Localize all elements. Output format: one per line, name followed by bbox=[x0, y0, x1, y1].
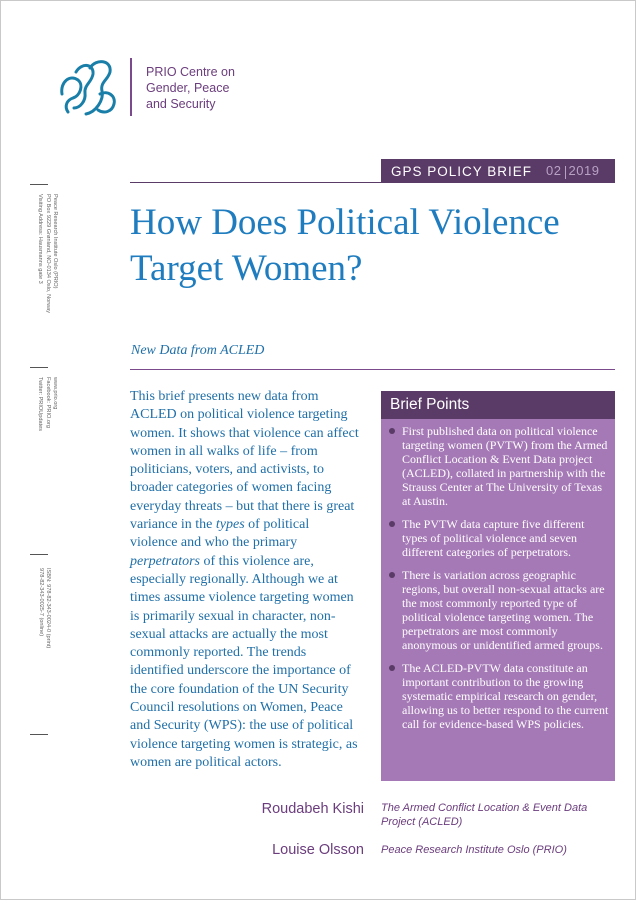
org-name bbox=[146, 64, 266, 112]
summary-part: This brief presents new data from ACLED on political violence targeting women. It shows that violence can affect women in all walks of life – from politicians, voters, and activists, to broader categories of women facing everyday threats – but that there is great variance in the bbox=[130, 389, 359, 533]
sidebar-line: www.prio.org bbox=[52, 377, 58, 410]
summary-emphasis: perpetrators bbox=[130, 553, 200, 569]
sidebar-line: Peace Research Institute Oslo (PRIO) bbox=[52, 194, 58, 289]
sidebar-line: Visiting Address: Hausmanns gate 3 bbox=[37, 194, 44, 284]
sidebar-address bbox=[36, 194, 58, 313]
sidebar-line: PO Box 9229 Grønland, NO-0134 Oslo, Norway bbox=[44, 194, 51, 314]
brief-point-item bbox=[402, 424, 609, 508]
sidebar-divider bbox=[30, 734, 48, 735]
sidebar-line: ISBN: 978-82-343-0024-0 (print) bbox=[45, 568, 51, 649]
org-name-line: and Security bbox=[146, 97, 216, 111]
issue-number bbox=[546, 163, 599, 178]
issue-number-value: 02 bbox=[546, 163, 562, 179]
sidebar-divider bbox=[30, 184, 48, 185]
issue-year: 2019 bbox=[568, 163, 600, 179]
bullet-dot-icon bbox=[389, 665, 395, 671]
sidebar-line: Facebook: PRIO.org bbox=[44, 377, 51, 428]
summary-text bbox=[130, 388, 360, 772]
page-title bbox=[130, 200, 620, 292]
brief-point-text: There is variation across geographic regions, but overall non-sexual attacks are the most commonly reported type of political violence targeting women. The perpetrators are most commonly anonymous or unidentified armed groups. bbox=[402, 568, 605, 652]
series-label: GPS POLICY BRIEF bbox=[391, 163, 533, 179]
org-name-line: PRIO Centre on bbox=[146, 65, 235, 79]
brief-point-item bbox=[402, 568, 609, 652]
brief-point-text: The PVTW data capture five different types of political violence and seven different categories of perpetrators. bbox=[402, 517, 585, 559]
author-name: Roudabeh Kishi bbox=[261, 801, 364, 817]
sidebar-line: 978-82-343-0025-7 (online) bbox=[37, 568, 44, 637]
series-bar bbox=[381, 159, 615, 183]
title-line: How Does Political Violence bbox=[130, 202, 560, 243]
bullet-dot-icon bbox=[389, 428, 395, 434]
sidebar-isbn bbox=[36, 568, 51, 648]
sidebar-web bbox=[36, 377, 58, 431]
sidebar-line: Twitter: PRIOUpdates bbox=[37, 377, 44, 432]
brief-point-item bbox=[402, 517, 609, 559]
author-affiliation: Peace Research Institute Oslo (PRIO) bbox=[381, 844, 567, 856]
brief-points-list bbox=[381, 419, 615, 731]
brief-points-heading: Brief Points bbox=[381, 391, 615, 419]
header-rule bbox=[130, 182, 615, 183]
brief-point-text: The ACLED-PVTW data constitute an important contribution to the growing systematic empirical research on gender, allowing us to better respond to the current call for evidence-based WPS policies. bbox=[402, 661, 609, 731]
prio-gps-logo-icon bbox=[56, 54, 122, 120]
summary-part: of this violence are, especially regionally. Although we at times assume violence targeting women is primarily sexual in character, non-sexual attacks are actually the most commonly reported. The trends identified underscore the importance of the core foundation of the UN Security Council resolutions on Women, Peace and Security (WPS): the use of political violence targeting women is strategic, as women are political actors. bbox=[130, 553, 358, 770]
author-affiliation: The Armed Conflict Location & Event Data Project (ACLED) bbox=[381, 802, 588, 828]
brief-point-text: First published data on political violence targeting women (PVTW) from the Armed Conflict Location & Event Data project (ACLED), collated in partnership with the Strauss Center at The University of Texas at Austin. bbox=[402, 424, 608, 508]
bullet-dot-icon bbox=[389, 572, 395, 578]
summary-emphasis: types bbox=[215, 517, 245, 533]
author-name: Louise Olsson bbox=[272, 842, 364, 858]
sidebar-divider bbox=[30, 367, 48, 368]
issue-separator bbox=[565, 166, 566, 179]
logo-divider bbox=[130, 58, 132, 116]
title-line: Target Women? bbox=[130, 248, 363, 289]
subtitle-rule bbox=[130, 369, 615, 370]
brief-point-item bbox=[402, 661, 609, 731]
org-name-line: Gender, Peace bbox=[146, 81, 230, 95]
sidebar-divider bbox=[30, 554, 48, 555]
summary-part: of political violence and who the primary bbox=[130, 517, 310, 551]
bullet-dot-icon bbox=[389, 521, 395, 527]
page-subtitle: New Data from ACLED bbox=[131, 343, 265, 358]
brief-points-box bbox=[381, 391, 615, 781]
